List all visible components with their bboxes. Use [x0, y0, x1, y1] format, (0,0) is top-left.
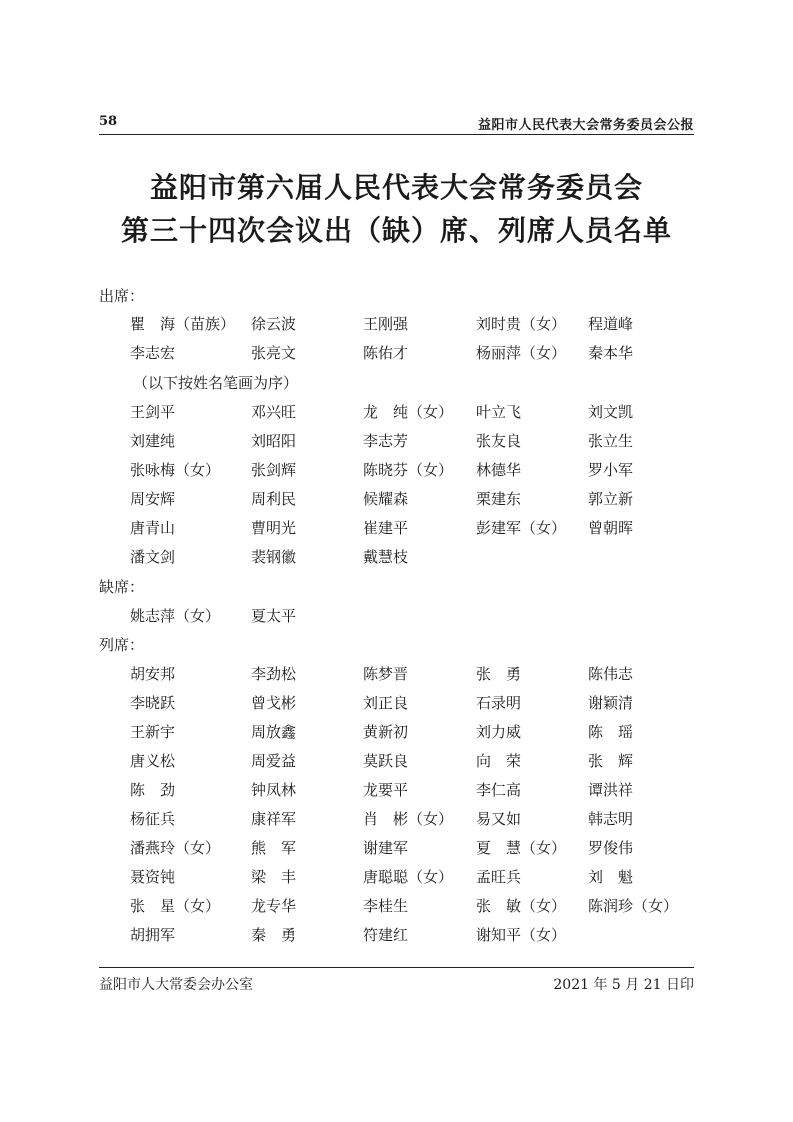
- name-row: [130, 313, 700, 342]
- member-name: 刘时贵（女）: [476, 315, 567, 333]
- member-name: 周放鑫: [251, 723, 297, 741]
- member-name: 谭洪祥: [588, 781, 634, 799]
- nonvoting-label: 列席：: [99, 636, 145, 654]
- attendees-list-b: [130, 401, 700, 575]
- member-name: 叶立飞: [476, 403, 522, 421]
- member-name: 郭立新: [588, 490, 634, 508]
- running-title: 益阳市人民代表大会常务委员会公报: [477, 118, 694, 133]
- document-title-line1: 益阳市第六届人民代表大会常务委员会: [149, 171, 643, 204]
- page-header: [99, 114, 694, 134]
- member-name: 夏太平: [251, 607, 297, 625]
- name-row: [130, 430, 700, 459]
- member-name: 陈 瑶: [588, 723, 634, 741]
- issuer-text: 益阳市人大常委会办公室: [99, 977, 253, 993]
- attendees-list-a: [130, 313, 700, 371]
- member-name: 刘文凯: [588, 403, 634, 421]
- member-name: 邓兴旺: [251, 403, 297, 421]
- member-name: 王新宇: [130, 723, 176, 741]
- member-name: 易又如: [476, 810, 522, 828]
- footer-divider: [99, 967, 694, 968]
- member-name: 谢建军: [363, 839, 409, 857]
- member-name: 刘力威: [476, 723, 522, 741]
- member-name: 李劲松: [251, 665, 297, 683]
- member-name: 张 辉: [588, 752, 634, 770]
- member-name: 曾戈彬: [251, 694, 297, 712]
- absent-list: [130, 605, 700, 634]
- member-name: 裴钢徽: [251, 548, 297, 566]
- member-name: 龙专华: [251, 897, 297, 915]
- member-name: 程道峰: [588, 315, 634, 333]
- ordering-note: （以下按姓名笔画为序）: [133, 374, 299, 392]
- member-name: 秦本华: [588, 344, 634, 362]
- member-name: 张 敏（女）: [476, 897, 567, 915]
- member-name: 梁 丰: [251, 868, 297, 886]
- member-name: 林德华: [476, 461, 522, 479]
- member-name: 刘 魁: [588, 868, 634, 886]
- header-divider: [99, 134, 694, 135]
- member-name: 肖 彬（女）: [363, 810, 454, 828]
- name-row: [130, 546, 700, 575]
- member-name: 罗俊伟: [588, 839, 634, 857]
- name-row: [130, 721, 700, 750]
- member-name: 张友良: [476, 432, 522, 450]
- member-name: 胡安邦: [130, 665, 176, 683]
- member-name: 刘正良: [363, 694, 409, 712]
- member-name: 钟凤林: [251, 781, 297, 799]
- member-name: 戴慧枝: [363, 548, 409, 566]
- member-name: 韩志明: [588, 810, 634, 828]
- name-row: [130, 866, 700, 895]
- member-name: 莫跃良: [363, 752, 409, 770]
- member-name: 潘文剑: [130, 548, 176, 566]
- member-name: 潘燕玲（女）: [130, 839, 221, 857]
- member-name: 李志宏: [130, 344, 176, 362]
- member-name: 黄新初: [363, 723, 409, 741]
- member-name: 王剑平: [130, 403, 176, 421]
- member-name: 崔建平: [363, 519, 409, 537]
- member-name: 胡拥军: [130, 926, 176, 944]
- member-name: 张 勇: [476, 665, 522, 683]
- member-name: 石录明: [476, 694, 522, 712]
- member-name: 龙 纯（女）: [363, 403, 454, 421]
- member-name: 张剑辉: [251, 461, 297, 479]
- member-name: 孟旺兵: [476, 868, 522, 886]
- name-row: [130, 663, 700, 692]
- member-name: 聂资钝: [130, 868, 176, 886]
- member-name: 彭建军（女）: [476, 519, 567, 537]
- member-name: 张立生: [588, 432, 634, 450]
- member-name: 李晓跃: [130, 694, 176, 712]
- member-name: 王刚强: [363, 315, 409, 333]
- member-name: 谢颖清: [588, 694, 634, 712]
- member-name: 栗建东: [476, 490, 522, 508]
- name-row: [130, 837, 700, 866]
- member-name: 姚志萍（女）: [130, 607, 221, 625]
- name-row: [130, 488, 700, 517]
- member-name: 杨丽萍（女）: [476, 344, 567, 362]
- member-name: 符建红: [363, 926, 409, 944]
- member-name: 向 荣: [476, 752, 522, 770]
- name-row: [130, 517, 700, 546]
- name-row: [130, 459, 700, 488]
- member-name: 瞿 海（苗族）: [130, 315, 236, 333]
- name-row: [130, 605, 700, 634]
- member-name: 刘昭阳: [251, 432, 297, 450]
- member-name: 龙要平: [363, 781, 409, 799]
- member-name: 李仁高: [476, 781, 522, 799]
- absent-label: 缺席：: [99, 578, 145, 596]
- attendees-label: 出席：: [99, 287, 145, 305]
- member-name: 夏 慧（女）: [476, 839, 567, 857]
- name-row: [130, 401, 700, 430]
- member-name: 杨征兵: [130, 810, 176, 828]
- member-name: 徐云波: [251, 315, 297, 333]
- name-row: [130, 692, 700, 721]
- name-row: [130, 924, 700, 953]
- member-name: 秦 勇: [251, 926, 297, 944]
- member-name: 谢知平（女）: [476, 926, 567, 944]
- member-name: 唐青山: [130, 519, 176, 537]
- member-name: 曾朝晖: [588, 519, 634, 537]
- member-name: 周利民: [251, 490, 297, 508]
- page-number: 58: [99, 114, 118, 129]
- member-name: 唐义松: [130, 752, 176, 770]
- member-name: 康祥军: [251, 810, 297, 828]
- member-name: 候耀森: [363, 490, 409, 508]
- member-name: 唐聪聪（女）: [363, 868, 454, 886]
- member-name: 罗小军: [588, 461, 634, 479]
- member-name: 刘建纯: [130, 432, 176, 450]
- member-name: 张咏梅（女）: [130, 461, 221, 479]
- name-row: [130, 779, 700, 808]
- member-name: 陈梦晋: [363, 665, 409, 683]
- name-row: [130, 895, 700, 924]
- member-name: 熊 军: [251, 839, 297, 857]
- member-name: 陈晓芬（女）: [363, 461, 454, 479]
- member-name: 张亮文: [251, 344, 297, 362]
- print-date: 2021 年 5 月 21 日印: [553, 977, 694, 993]
- member-name: 陈 劲: [130, 781, 176, 799]
- member-name: 张 星（女）: [130, 897, 221, 915]
- member-name: 陈佑才: [363, 344, 409, 362]
- member-name: 李志芳: [363, 432, 409, 450]
- member-name: 周爱益: [251, 752, 297, 770]
- nonvoting-list: [130, 663, 700, 953]
- name-row: [130, 342, 700, 371]
- member-name: 周安辉: [130, 490, 176, 508]
- name-row: [130, 808, 700, 837]
- member-name: 陈伟志: [588, 665, 634, 683]
- member-name: 李桂生: [363, 897, 409, 915]
- member-name: 曹明光: [251, 519, 297, 537]
- member-name: 陈润珍（女）: [588, 897, 679, 915]
- name-row: [130, 750, 700, 779]
- document-title-line2: 第三十四次会议出（缺）席、列席人员名单: [120, 214, 672, 247]
